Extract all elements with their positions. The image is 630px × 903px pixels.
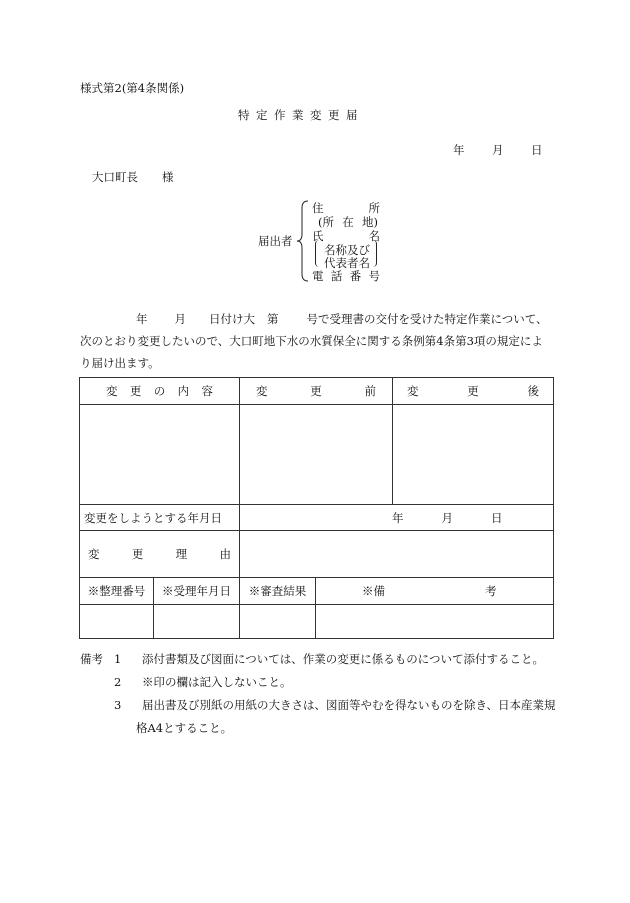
note-item-3-continuation: 格A4とすること。 — [136, 721, 233, 735]
form-number: 様式第2(第4条関係) — [80, 81, 185, 95]
submission-date — [453, 142, 543, 158]
date-day: 日 — [531, 143, 543, 157]
date-month: 月 — [492, 143, 504, 157]
phone-field-label: 電 話 番 号 — [312, 269, 380, 283]
ref-number-cell[interactable] — [80, 605, 154, 639]
review-result-header: ※審査結果 — [240, 578, 316, 605]
body-line-2: 次のとおり変更したいので、大口町地下水の水質保全に関する条例第4条第3項の規定によ — [80, 334, 543, 348]
received-date-cell[interactable] — [154, 605, 240, 639]
review-result-cell[interactable] — [240, 605, 316, 639]
address-field-label: 住 所 — [312, 201, 380, 215]
body-line-3: り届け出ます。 — [80, 356, 160, 370]
change-content-cell[interactable] — [80, 405, 240, 505]
received-date-header: ※受理年月日 — [154, 578, 240, 605]
planned-date-label: 変更をしようとする年月日 — [80, 505, 240, 531]
addressee-honorific: 様 — [162, 170, 174, 184]
after-change-cell[interactable] — [393, 405, 554, 505]
note-item-3: 3 届出書及び別紙の用紙の大きさは、図面等やむを得ないものを除き、日本産業規 — [114, 698, 556, 712]
remarks-header: ※備 考 — [316, 578, 554, 605]
change-details-table — [79, 377, 554, 639]
representative-label-line2: 代表者名 — [324, 256, 370, 270]
before-change-cell[interactable] — [240, 405, 393, 505]
reason-cell[interactable] — [240, 531, 554, 578]
name-field-label: 氏 名 — [312, 229, 380, 243]
change-entry-row — [80, 405, 554, 505]
office-use-entry-row — [80, 605, 554, 639]
body-line-1: 年 月 日付け大 第 号で受理書の交付を受けた特定作業について、 — [136, 312, 548, 326]
notes-label: 備考 — [80, 652, 103, 666]
header-before-change: 変 更 前 — [240, 378, 393, 405]
header-after-change: 変 更 後 — [393, 378, 554, 405]
applicant-label: 届出者 — [258, 234, 293, 248]
date-year: 年 — [453, 143, 465, 157]
ref-number-header: ※整理番号 — [80, 578, 154, 605]
reason-label: 変 更 理 由 — [80, 531, 240, 578]
addressee-name: 大口町長 — [92, 170, 138, 184]
office-use-header-row — [80, 578, 554, 605]
location-field-label: (所 在 地) — [318, 215, 378, 229]
planned-date-row — [80, 505, 554, 531]
applicant-brace — [296, 200, 310, 282]
note-item-1: 備考 1 添付書類及び図面については、作業の変更に係るものについて添付すること。 — [80, 648, 560, 671]
remarks-cell[interactable] — [316, 605, 554, 639]
representative-label-line1: 名称及び — [324, 243, 370, 257]
reason-row — [80, 531, 554, 578]
document-title: 特定作業変更届 — [238, 108, 364, 122]
planned-date-cell[interactable]: 年 月 日 — [240, 505, 554, 531]
header-row — [80, 378, 554, 405]
header-change-content: 変 更 の 内 容 — [80, 378, 240, 405]
addressee — [92, 169, 174, 185]
notes-section — [80, 648, 560, 740]
note-item-2: 2 ※印の欄は記入しないこと。 — [114, 675, 292, 689]
